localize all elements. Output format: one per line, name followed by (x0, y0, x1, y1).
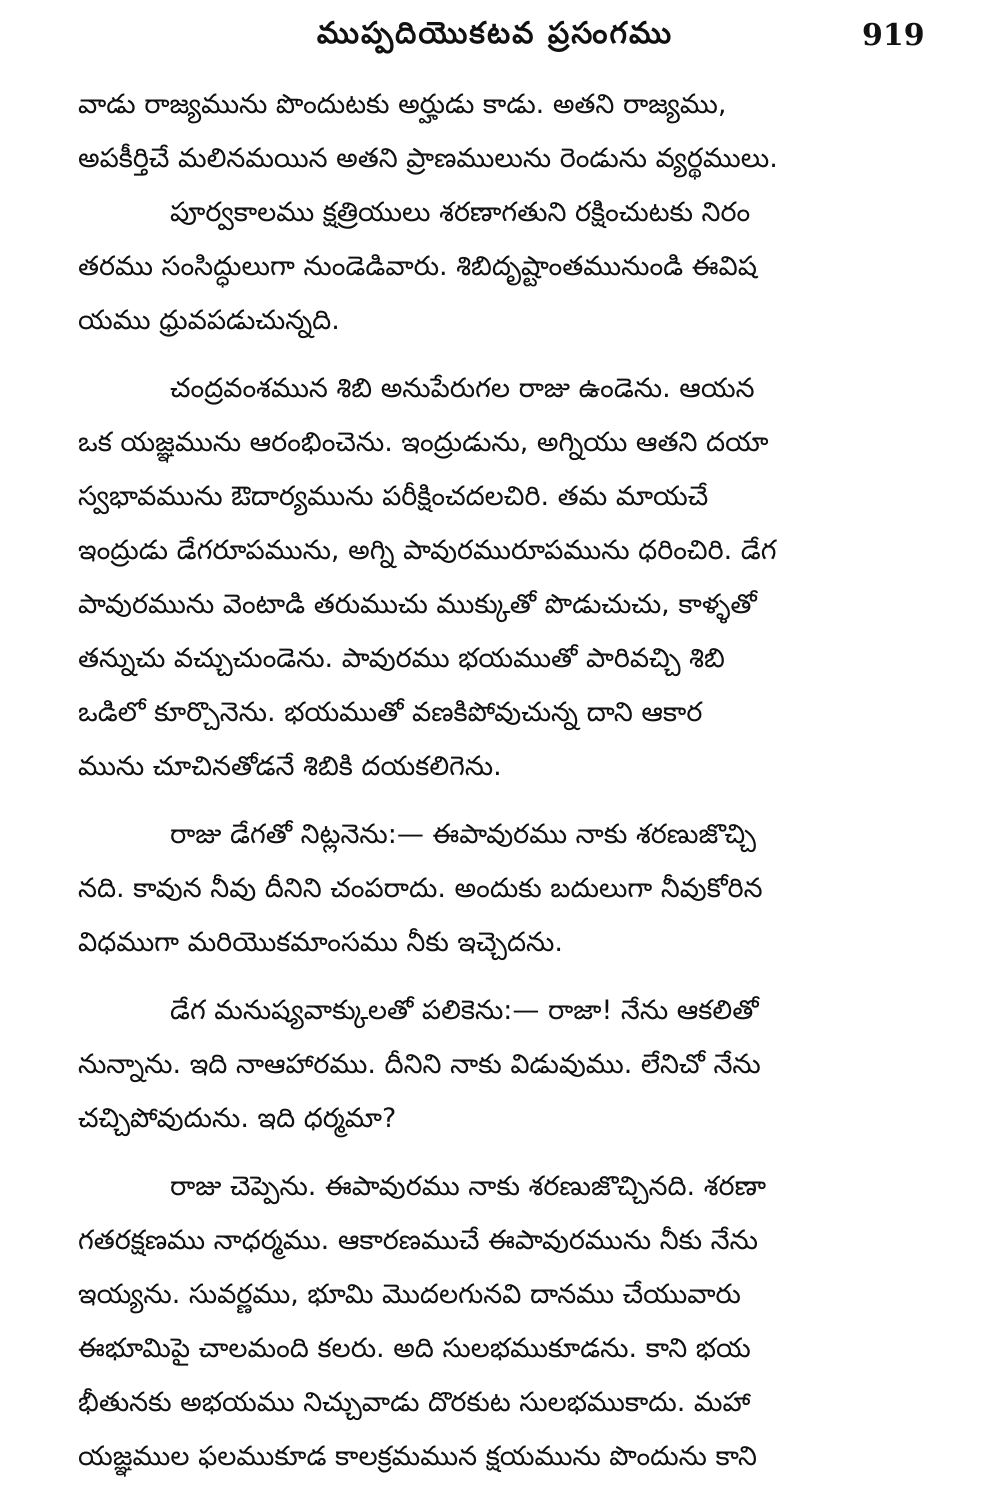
text-line: డేగ మనుష్యవాక్కులతో పలికెను:— రాజా! నేను ఆకలితో (170, 995, 759, 1026)
running-head: ముప్పదియొకటవ ప్రసంగము (316, 16, 674, 51)
page-number: 919 (862, 18, 925, 53)
text-line: చచ్చిపోవుదును. ఇది ధర్మమా? (78, 1103, 397, 1134)
paragraph (78, 808, 908, 970)
text-line: మును చూచినతోడనే శిబికి దయకలిగెను. (78, 751, 502, 782)
paragraph (78, 78, 908, 186)
text-line: తన్నుచు వచ్చుచుండెను. పావురము భయముతో పారివచ్చి శిబి (78, 643, 725, 674)
text-line: ఈభూమిపై చాలమంది కలరు. అది సులభముకూడను. కాని భయ (78, 1333, 751, 1364)
text-line: చంద్రవంశమున శిబి అనుపేరుగల రాజు ఉండెను. ఆయన (170, 373, 755, 404)
text-line: ఇంద్రుడు డేగరూపమును, అగ్ని పావురమురూపమును ధరించిరి. డేగ (78, 535, 777, 566)
text-line: వాడు రాజ్యమును పొందుటకు అర్హుడు కాడు. అతని రాజ్యము, (78, 89, 727, 120)
text-line: తరము సంసిద్ధులుగా నుండెడివారు. శిబిదృష్టాంతమునుండి ఈవిష (78, 251, 757, 282)
text-line: యజ్ఞముల ఫలముకూడ కాలక్రమమున క్షయమును పొందును కాని (78, 1441, 757, 1472)
text-line: స్వభావమును ఔదార్యమును పరీక్షించదలచిరి. తమ మాయచే (78, 481, 709, 512)
text-line: అపకీర్తిచే మలినమయిన అతని ప్రాణములును రెండును వ్యర్థములు. (78, 143, 778, 174)
text-line: పావురమును వెంటాడి తరుముచు ముక్కుతో పొడుచుచు, కాళ్ళతో (78, 589, 757, 620)
paragraph (78, 186, 908, 348)
paragraph (78, 362, 908, 794)
text-line: రాజు చెప్పెను. ఈపావురము నాకు శరణుజొచ్చినది. శరణా (170, 1171, 767, 1202)
text-line: యము ధ్రువపడుచున్నది. (78, 305, 340, 336)
text-line: గతరక్షణము నాధర్మము. ఆకారణముచే ఈపావురమును నీకు నేను (78, 1225, 758, 1256)
paragraph (78, 984, 908, 1146)
text-line: ఇయ్యను. సువర్ణము, భూమి మొదలగునవి దానము చేయువారు (78, 1279, 741, 1310)
text-line: నున్నాను. ఇది నాఆహారము. దీనిని నాకు విడువుము. లేనిచో నేను (78, 1049, 761, 1080)
paragraph (78, 1160, 908, 1484)
text-line: పూర్వకాలము క్షత్రియులు శరణాగతుని రక్షించుటకు నిరం (170, 197, 751, 228)
text-line: ఒడిలో కూర్చొనెను. భయముతో వణకిపోవుచున్న దాని ఆకార (78, 697, 703, 728)
text-line: భీతునకు అభయము నిచ్చువాడు దొరకుట సులభముకాదు. మహా (78, 1387, 751, 1418)
text-line: ఒక యజ్ఞమును ఆరంభించెను. ఇంద్రుడును, అగ్నియు ఆతని దయా (78, 427, 769, 458)
text-line: రాజు డేగతో నిట్లనెను:— ఈపావురము నాకు శరణుజొచ్చి (170, 819, 756, 850)
body-text (78, 78, 908, 1484)
text-line: నది. కావున నీవు దీనిని చంపరాదు. అందుకు బదులుగా నీవుకోరిన (78, 873, 763, 904)
text-line: విధముగా మరియొకమాంసము నీకు ఇచ్చెదను. (78, 927, 563, 958)
